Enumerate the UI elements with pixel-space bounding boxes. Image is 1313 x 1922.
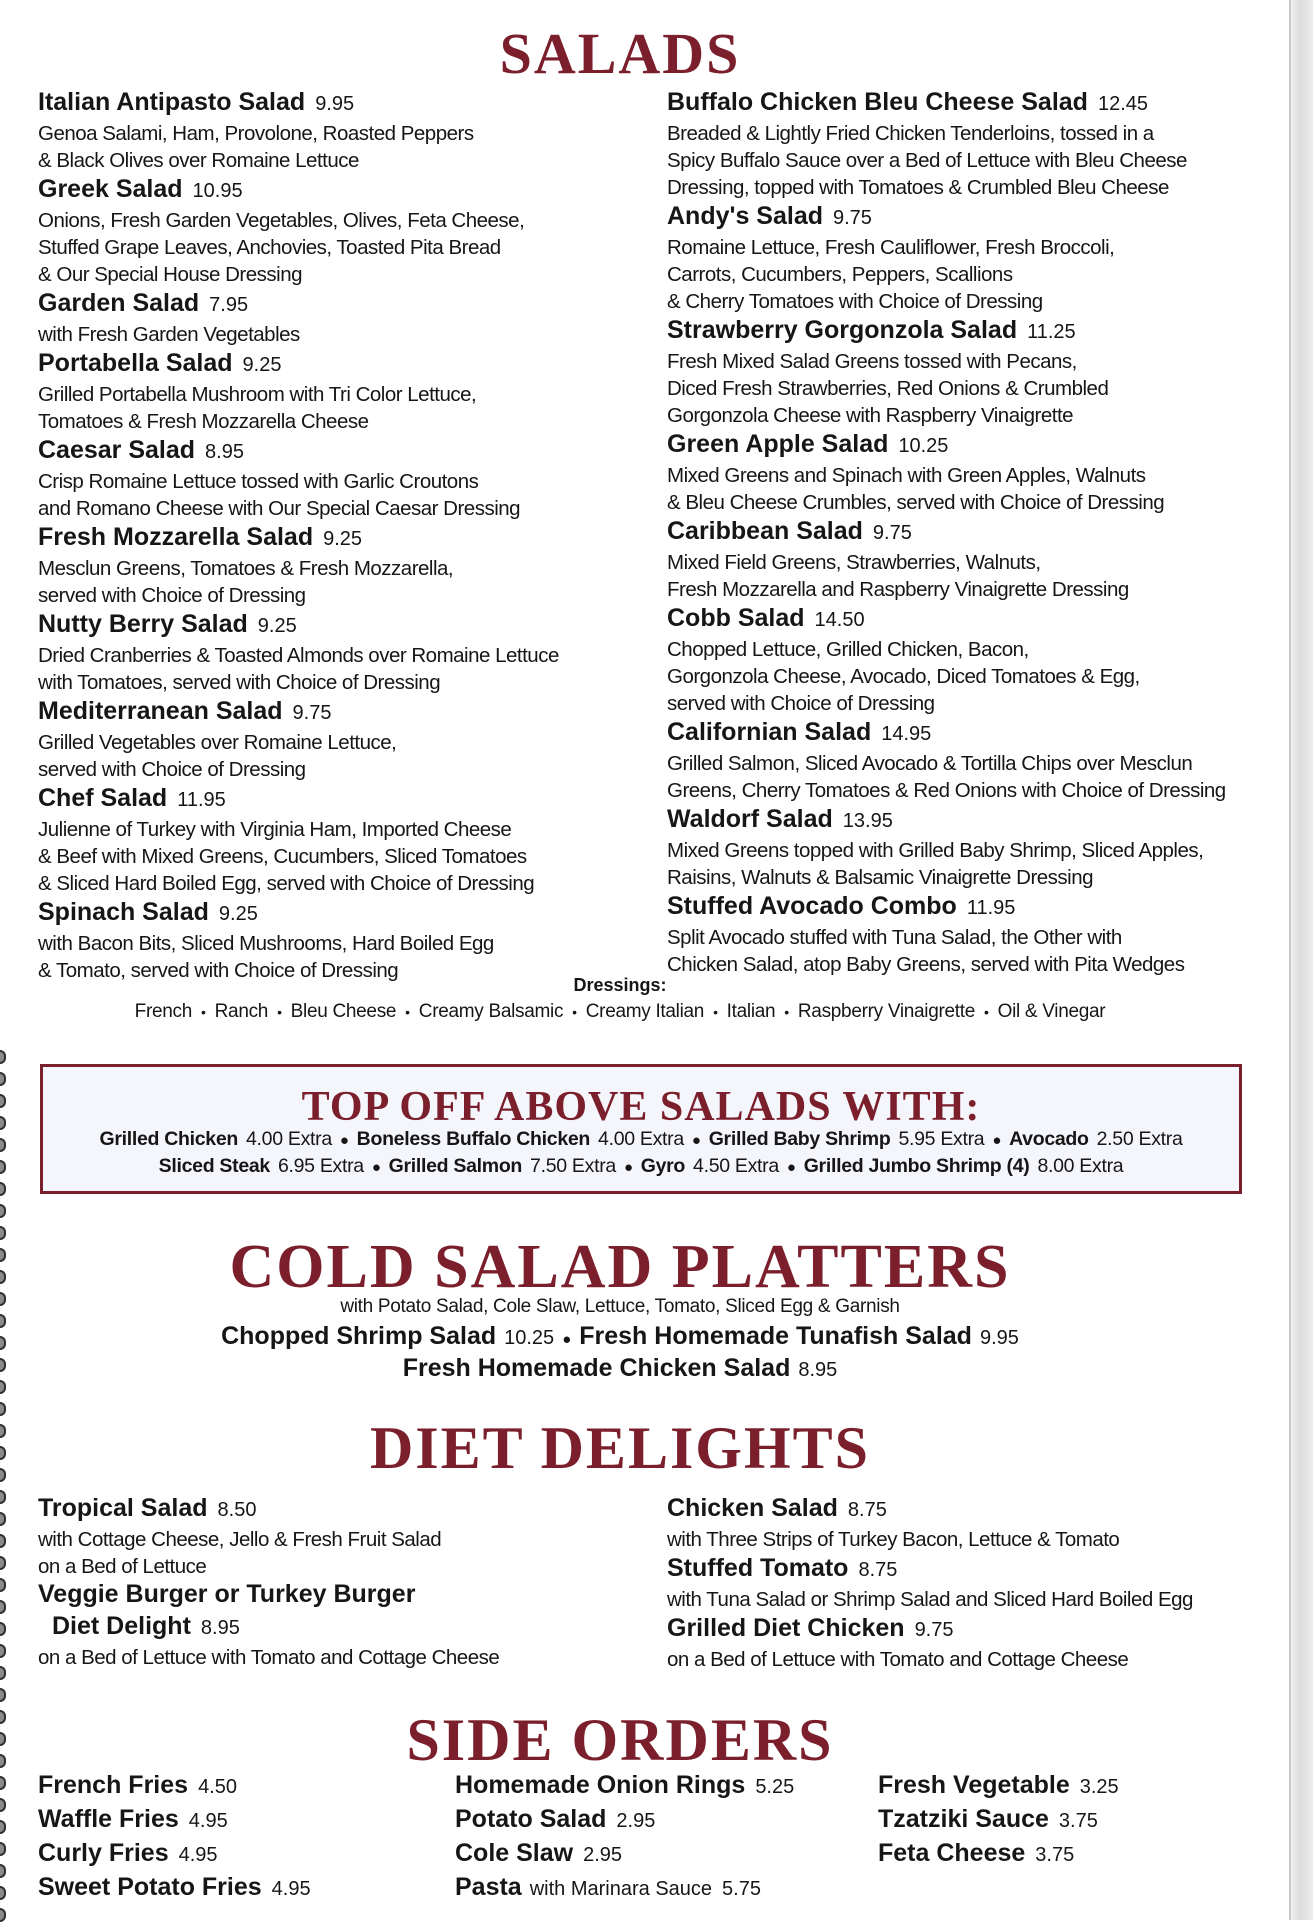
- menu-item: [38, 523, 638, 609]
- menu-item-header: [38, 523, 638, 555]
- menu-item-header: [667, 892, 1267, 924]
- menu-item-name: Caesar Salad: [38, 436, 196, 464]
- bullet-separator: ●: [562, 1331, 572, 1348]
- top-off-heading: TOP OFF ABOVE SALADS WITH:: [301, 1084, 981, 1130]
- menu-item-price: 8.95: [205, 441, 244, 463]
- binding-ring: [0, 1490, 6, 1504]
- menu-item-price: 9.75: [292, 702, 332, 724]
- menu-item-header: [38, 175, 638, 207]
- cold-platters-heading: COLD SALAD PLATTERS: [229, 1233, 1011, 1301]
- menu-item-name: Strawberry Gorgonzola Salad: [667, 316, 1018, 344]
- menu-item: [667, 604, 1267, 717]
- binding-ring: [0, 1798, 6, 1812]
- menu-item-description: Split Avocado stuffed with Tuna Salad, the Other with: [667, 926, 1122, 949]
- menu-item-price: 4.95: [178, 1844, 218, 1866]
- menu-item-description: Stuffed Grape Leaves, Anchovies, Toasted Pita Bread: [38, 236, 501, 259]
- dressing-option: Italian: [726, 1001, 776, 1022]
- menu-item: [455, 1805, 875, 1837]
- menu-item-price: 9.25: [242, 354, 282, 376]
- bullet-separator: ●: [339, 1132, 349, 1149]
- menu-item-header: [667, 316, 1267, 348]
- menu-item-description: Onions, Fresh Garden Vegetables, Olives, Feta Cheese,: [38, 209, 525, 232]
- diet-left-column: [38, 1494, 638, 1671]
- menu-item-description: & Our Special House Dressing: [38, 263, 303, 286]
- menu-item-description: Grilled Vegetables over Romaine Lettuce,: [38, 731, 397, 754]
- cold-platters-row-1: [0, 1322, 1240, 1351]
- menu-item-header: [38, 697, 638, 729]
- binding-ring: [0, 1556, 6, 1570]
- menu-item-description: Fresh Mozzarella and Raspberry Vinaigrette Dressing: [667, 578, 1129, 601]
- menu-item: [667, 805, 1267, 891]
- bullet-separator: ●: [371, 1159, 381, 1176]
- menu-item: [455, 1873, 875, 1905]
- menu-item-name: Sweet Potato Fries: [38, 1873, 262, 1901]
- topping-price: 4.00 Extra: [598, 1128, 684, 1150]
- menu-item-price: 5.25: [755, 1776, 795, 1798]
- menu-item-price: 3.25: [1079, 1776, 1119, 1798]
- menu-item-description: with Tuna Salad or Shrimp Salad and Sliced Hard Boiled Egg: [667, 1588, 1193, 1611]
- salads-left-column: [38, 88, 638, 985]
- menu-item-header: [667, 88, 1267, 120]
- menu-item-description: Julienne of Turkey with Virginia Ham, Imported Cheese: [38, 818, 512, 841]
- menu-item-header: [667, 718, 1267, 750]
- menu-item-header: [878, 1805, 1238, 1837]
- menu-item: [667, 1614, 1267, 1673]
- menu-item-price: 9.25: [323, 528, 363, 550]
- topping-name: Chopped Shrimp Salad: [221, 1322, 497, 1350]
- topping-name: Avocado: [1009, 1128, 1089, 1150]
- top-off-box: [40, 1064, 1242, 1194]
- menu-item-price: 2.95: [616, 1810, 656, 1832]
- menu-item-price: 7.95: [209, 294, 249, 316]
- menu-item-price: 10.25: [898, 435, 949, 457]
- topping-price: 6.95 Extra: [277, 1155, 364, 1177]
- menu-item-name: Andy's Salad: [667, 202, 823, 230]
- menu-item: [38, 175, 638, 288]
- menu-item: [455, 1839, 875, 1871]
- topping-name: Gyro: [640, 1155, 686, 1177]
- menu-item-name: Cole Slaw: [455, 1839, 574, 1867]
- menu-item-header: [667, 805, 1267, 837]
- bullet-separator: ●: [786, 1159, 796, 1176]
- menu-item-name: Waldorf Salad: [667, 805, 833, 833]
- topping-name: Fresh Homemade Chicken Salad: [402, 1354, 791, 1382]
- menu-item-description: Breaded & Lightly Fried Chicken Tenderloins, tossed in a: [667, 122, 1154, 145]
- menu-item-description: Carrots, Cucumbers, Peppers, Scallions: [667, 263, 1013, 286]
- menu-item: [667, 517, 1267, 603]
- menu-item-name: Pasta: [455, 1873, 522, 1901]
- menu-item-header: [38, 784, 638, 816]
- menu-item-description: served with Choice of Dressing: [38, 758, 306, 781]
- topping-name: Fresh Homemade Tunafish Salad: [579, 1322, 972, 1350]
- menu-item-name: Homemade Onion Rings: [455, 1771, 746, 1799]
- menu-item-name: Mediterranean Salad: [38, 697, 283, 725]
- menu-item-name: Chicken Salad: [667, 1494, 838, 1522]
- menu-item-price: 9.25: [218, 903, 258, 925]
- menu-item-description: on a Bed of Lettuce: [38, 1555, 207, 1578]
- topping-price: 2.50 Extra: [1096, 1128, 1183, 1150]
- menu-item-header: [455, 1839, 875, 1871]
- menu-item-price: 8.50: [217, 1499, 257, 1521]
- bullet-separator: ●: [992, 1132, 1002, 1149]
- topping-name: Grilled Salmon: [388, 1155, 523, 1177]
- menu-item-price: 9.95: [315, 93, 355, 115]
- bullet-separator: •: [784, 1004, 789, 1020]
- menu-item-name: Californian Salad: [667, 718, 872, 746]
- sides-column-3: [878, 1771, 1238, 1873]
- menu-item-price: 11.25: [1027, 321, 1076, 343]
- menu-item-header: [667, 517, 1267, 549]
- binding-ring: [0, 1072, 6, 1086]
- menu-item: [38, 1580, 638, 1612]
- menu-item-description: Gorgonzola Cheese, Avocado, Diced Tomatoes & Egg,: [667, 665, 1140, 688]
- menu-item-price: 9.25: [257, 615, 297, 637]
- bullet-separator: ●: [623, 1159, 633, 1176]
- menu-item: [667, 1554, 1267, 1613]
- menu-item-price: 4.95: [188, 1810, 228, 1832]
- menu-item-name: Spinach Salad: [38, 898, 209, 926]
- menu-item-price: 8.95: [200, 1617, 240, 1639]
- menu-item-header: [38, 1839, 438, 1871]
- bullet-separator: ●: [691, 1132, 701, 1149]
- menu-item-header: [667, 1494, 1267, 1526]
- menu-item-header: [667, 430, 1267, 462]
- menu-item: [38, 289, 638, 348]
- menu-item: [38, 1805, 438, 1837]
- binding-ring: [0, 1864, 6, 1878]
- binding-ring: [0, 1666, 6, 1680]
- menu-item-header: [667, 604, 1267, 636]
- menu-item-header: [38, 610, 638, 642]
- menu-item: [667, 1494, 1267, 1553]
- binding-ring: [0, 1688, 6, 1702]
- menu-item-price: 3.75: [1058, 1810, 1098, 1832]
- topping-name: Boneless Buffalo Chicken: [356, 1128, 591, 1150]
- menu-item-price: 4.95: [271, 1878, 311, 1900]
- menu-item-description: Tomatoes & Fresh Mozzarella Cheese: [38, 410, 369, 433]
- menu-item-header: [38, 1612, 638, 1644]
- menu-item-note: with Marinara Sauce: [529, 1878, 713, 1900]
- menu-item: [878, 1839, 1238, 1871]
- menu-item: [455, 1771, 875, 1803]
- menu-item-description: Fresh Mixed Salad Greens tossed with Pecans,: [667, 350, 1077, 373]
- menu-item: [38, 1494, 638, 1580]
- menu-item-description: Crisp Romaine Lettuce tossed with Garlic Croutons: [38, 470, 479, 493]
- menu-item: [38, 697, 638, 783]
- menu-item-description: Dried Cranberries & Toasted Almonds over Romaine Lettuce: [38, 644, 559, 667]
- page-edge: [1291, 0, 1313, 1920]
- topping-price: 7.50 Extra: [530, 1155, 616, 1177]
- menu-item-description: Genoa Salami, Ham, Provolone, Roasted Peppers: [38, 122, 474, 145]
- menu-item-description: with Three Strips of Turkey Bacon, Lettuce & Tomato: [667, 1528, 1120, 1551]
- menu-item-description: & Black Olives over Romaine Lettuce: [38, 149, 359, 172]
- menu-item-price: 9.75: [833, 207, 872, 229]
- menu-item-description: & Cherry Tomatoes with Choice of Dressing: [667, 290, 1043, 313]
- menu-item-description: & Sliced Hard Boiled Egg, served with Choice of Dressing: [38, 872, 535, 895]
- topping-name: Grilled Chicken: [99, 1128, 239, 1150]
- binding-ring: [0, 1182, 6, 1196]
- menu-item-header: [38, 289, 638, 321]
- menu-item-description: with Bacon Bits, Sliced Mushrooms, Hard Boiled Egg: [38, 932, 494, 955]
- menu-item: [38, 784, 638, 897]
- topping-name: Sliced Steak: [158, 1155, 270, 1177]
- bullet-separator: •: [201, 1004, 206, 1020]
- menu-item-price: 4.50: [198, 1776, 237, 1798]
- menu-item-description: Mesclun Greens, Tomatoes & Fresh Mozzarella,: [38, 557, 454, 580]
- dressing-option: French: [134, 1001, 193, 1022]
- bullet-separator: •: [984, 1004, 989, 1020]
- binding-ring: [0, 1886, 6, 1900]
- menu-item: [38, 436, 638, 522]
- menu-item: [667, 316, 1267, 429]
- menu-item-name: Green Apple Salad: [667, 430, 889, 458]
- menu-item-description: Gorgonzola Cheese with Raspberry Vinaigrette: [667, 404, 1074, 427]
- menu-item: [667, 88, 1267, 201]
- menu-item: [667, 718, 1267, 804]
- menu-item-name: Grilled Diet Chicken: [667, 1614, 905, 1642]
- menu-item-description: Dressing, topped with Tomatoes & Crumbled Bleu Cheese: [667, 176, 1169, 199]
- menu-item-description: on a Bed of Lettuce with Tomato and Cottage Cheese: [667, 1648, 1129, 1671]
- topping-price: 4.50 Extra: [693, 1155, 779, 1177]
- binding-ring: [0, 1050, 6, 1064]
- menu-item-name: Greek Salad: [38, 175, 183, 203]
- menu-item-header: [455, 1771, 875, 1803]
- cold-platters-subtitle: with Potato Salad, Cole Slaw, Lettuce, Tomato, Sliced Egg & Garnish: [340, 1296, 900, 1317]
- menu-item-description: with Tomatoes, served with Choice of Dressing: [38, 671, 441, 694]
- menu-item: [667, 202, 1267, 315]
- topping-price: 9.95: [979, 1327, 1019, 1349]
- menu-item-name: Tzatziki Sauce: [878, 1805, 1049, 1833]
- menu-item: [667, 892, 1267, 978]
- menu-item-header: [667, 1614, 1267, 1646]
- menu-item: [38, 1873, 438, 1905]
- menu-item-header: [38, 898, 638, 930]
- dressings-block: [0, 972, 1240, 1026]
- dressing-option: Oil & Vinegar: [997, 1001, 1106, 1022]
- dressing-option: Raspberry Vinaigrette: [797, 1001, 976, 1022]
- menu-item-name: Fresh Mozzarella Salad: [38, 523, 314, 551]
- binding-ring: [0, 1116, 6, 1130]
- menu-item-header: [667, 202, 1267, 234]
- menu-item-name: French Fries: [38, 1771, 189, 1799]
- menu-item-header: [38, 436, 638, 468]
- dressing-option: Bleu Cheese: [290, 1001, 397, 1022]
- menu-item-header: [38, 1771, 438, 1803]
- sides-column-2: [455, 1771, 875, 1907]
- bullet-separator: •: [277, 1004, 282, 1020]
- topping-price: 8.00 Extra: [1037, 1155, 1124, 1177]
- menu-item-description: Grilled Portabella Mushroom with Tri Color Lettuce,: [38, 383, 477, 406]
- binding-ring: [0, 1512, 6, 1526]
- menu-item-price: 5.75: [722, 1878, 761, 1900]
- menu-item: [38, 88, 638, 174]
- menu-item-description: Mixed Greens and Spinach with Green Apples, Walnuts: [667, 464, 1146, 487]
- binding-ring: [0, 1578, 6, 1592]
- menu-item-price: 10.95: [192, 180, 243, 202]
- dressings-label: Dressings:: [573, 975, 667, 995]
- dressings-list: [0, 998, 1240, 1026]
- menu-item-description: with Fresh Garden Vegetables: [38, 323, 300, 346]
- menu-item-name: Portabella Salad: [38, 349, 233, 377]
- menu-item-header: [878, 1771, 1238, 1803]
- menu-item-price: 11.95: [177, 789, 226, 811]
- menu-item-price: 13.95: [842, 810, 893, 832]
- binding-ring: [0, 1820, 6, 1834]
- menu-item-price: 14.95: [881, 723, 932, 745]
- topping-price: 8.95: [798, 1359, 838, 1381]
- dressing-option: Ranch: [214, 1001, 269, 1022]
- menu-item-header: [38, 349, 638, 381]
- diet-right-column: [667, 1494, 1267, 1674]
- binding-ring: [0, 1644, 6, 1658]
- menu-item-header: [667, 1554, 1267, 1586]
- menu-item-description: Chopped Lettuce, Grilled Chicken, Bacon,: [667, 638, 1029, 661]
- dressing-option: Creamy Balsamic: [418, 1001, 564, 1022]
- menu-item-price: 9.75: [914, 1619, 954, 1641]
- menu-item-header: [455, 1805, 875, 1837]
- salads-heading: SALADS: [499, 21, 741, 86]
- menu-item-description: Mixed Field Greens, Strawberries, Walnuts,: [667, 551, 1041, 574]
- cold-platters-row-2: [0, 1354, 1240, 1383]
- binding-ring: [0, 1622, 6, 1636]
- menu-item-description: on a Bed of Lettuce with Tomato and Cottage Cheese: [38, 1646, 500, 1669]
- binding-ring: [0, 1094, 6, 1108]
- menu-item-name: Potato Salad: [455, 1805, 607, 1833]
- menu-item: [38, 610, 638, 696]
- dressing-option: Creamy Italian: [585, 1001, 705, 1022]
- topping-price: 10.25: [504, 1327, 555, 1349]
- topping-name: Grilled Baby Shrimp: [708, 1128, 891, 1150]
- menu-item-price: 9.75: [872, 522, 912, 544]
- menu-item-description: & Bleu Cheese Crumbles, served with Choice of Dressing: [667, 491, 1165, 514]
- menu-item: [38, 1612, 638, 1671]
- top-off-row-2: [43, 1155, 1239, 1178]
- top-off-row-1: [43, 1128, 1239, 1151]
- menu-item-name: Italian Antipasto Salad: [38, 88, 306, 116]
- menu-item: [878, 1805, 1238, 1837]
- menu-item-description: Raisins, Walnuts & Balsamic Vinaigrette Dressing: [667, 866, 1094, 889]
- topping-price: 5.95 Extra: [898, 1128, 985, 1150]
- menu-item-description: Mixed Greens topped with Grilled Baby Shrimp, Sliced Apples,: [667, 839, 1204, 862]
- menu-item: [38, 349, 638, 435]
- menu-item: [38, 1771, 438, 1803]
- menu-item-description: served with Choice of Dressing: [38, 584, 306, 607]
- salads-right-column: [667, 88, 1267, 979]
- menu-item-description: and Romano Cheese with Our Special Caesar Dressing: [38, 497, 521, 520]
- menu-item-description: Romaine Lettuce, Fresh Cauliflower, Fresh Broccoli,: [667, 236, 1115, 259]
- menu-item-name: Chef Salad: [38, 784, 168, 812]
- menu-item-price: 2.95: [583, 1844, 623, 1866]
- menu-item-header: [38, 1494, 638, 1526]
- topping-price: 4.00 Extra: [246, 1128, 332, 1150]
- menu-item-price: 3.75: [1035, 1844, 1075, 1866]
- binding-ring: [0, 1534, 6, 1548]
- side-orders-heading: SIDE ORDERS: [406, 1707, 834, 1773]
- menu-item-description: & Tomato, served with Choice of Dressing: [38, 959, 399, 982]
- menu-item-price: 12.45: [1097, 93, 1149, 115]
- menu-item-header: [455, 1873, 875, 1905]
- menu-item-header: [38, 1580, 638, 1612]
- bullet-separator: •: [405, 1004, 410, 1020]
- binding-ring: [0, 1842, 6, 1856]
- menu-item-price: 11.95: [966, 897, 1016, 919]
- menu-item-description: Chicken Salad, atop Baby Greens, served with Pita Wedges: [667, 953, 1185, 976]
- binding-ring: [0, 1204, 6, 1218]
- menu-item-name: Tropical Salad: [38, 1494, 208, 1522]
- menu-item-name: Diet Delight: [52, 1612, 191, 1640]
- binding-ring: [0, 1776, 6, 1790]
- menu-item-description: Spicy Buffalo Sauce over a Bed of Lettuce with Bleu Cheese: [667, 149, 1187, 172]
- menu-item-header: [38, 1873, 438, 1905]
- menu-item-name: Cobb Salad: [667, 604, 805, 632]
- menu-item-name: Veggie Burger or Turkey Burger: [38, 1580, 416, 1608]
- menu-item-description: & Beef with Mixed Greens, Cucumbers, Sliced Tomatoes: [38, 845, 527, 868]
- menu-item: [38, 1839, 438, 1871]
- menu-item-name: Nutty Berry Salad: [38, 610, 248, 638]
- binding-ring: [0, 1160, 6, 1174]
- menu-item-name: Stuffed Avocado Combo: [667, 892, 957, 920]
- menu-item-header: [878, 1839, 1238, 1871]
- binding-ring: [0, 1600, 6, 1614]
- menu-item-name: Buffalo Chicken Bleu Cheese Salad: [667, 88, 1088, 116]
- menu-item-name: Curly Fries: [38, 1839, 169, 1867]
- menu-item-header: [38, 88, 638, 120]
- menu-item-name: Caribbean Salad: [667, 517, 863, 545]
- menu-item-name: Fresh Vegetable: [878, 1771, 1070, 1799]
- binding-ring: [0, 1138, 6, 1152]
- menu-item-name: Stuffed Tomato: [667, 1554, 849, 1582]
- menu-item-name: Garden Salad: [38, 289, 200, 317]
- menu-item: [878, 1771, 1238, 1803]
- spiral-binding: [0, 0, 12, 1920]
- menu-item-description: Greens, Cherry Tomatoes & Red Onions with Choice of Dressing: [667, 779, 1226, 802]
- menu-item-header: [38, 1805, 438, 1837]
- bullet-separator: •: [572, 1004, 577, 1020]
- menu-item-name: Waffle Fries: [38, 1805, 179, 1833]
- bullet-separator: •: [713, 1004, 718, 1020]
- menu-item-description: Diced Fresh Strawberries, Red Onions & Crumbled: [667, 377, 1109, 400]
- menu-item-description: Grilled Salmon, Sliced Avocado & Tortilla Chips over Mesclun: [667, 752, 1193, 775]
- menu-item-price: 8.75: [858, 1559, 898, 1581]
- topping-name: Grilled Jumbo Shrimp (4): [803, 1155, 1030, 1177]
- menu-item-price: 14.50: [814, 609, 865, 631]
- menu-item: [667, 430, 1267, 516]
- diet-delights-heading: DIET DELIGHTS: [369, 1415, 871, 1481]
- menu-item-name: Feta Cheese: [878, 1839, 1026, 1867]
- menu-item-description: with Cottage Cheese, Jello & Fresh Fruit Salad: [38, 1528, 442, 1551]
- menu-item-description: served with Choice of Dressing: [667, 692, 935, 715]
- sides-column-1: [38, 1771, 438, 1907]
- menu-item-price: 8.75: [847, 1499, 887, 1521]
